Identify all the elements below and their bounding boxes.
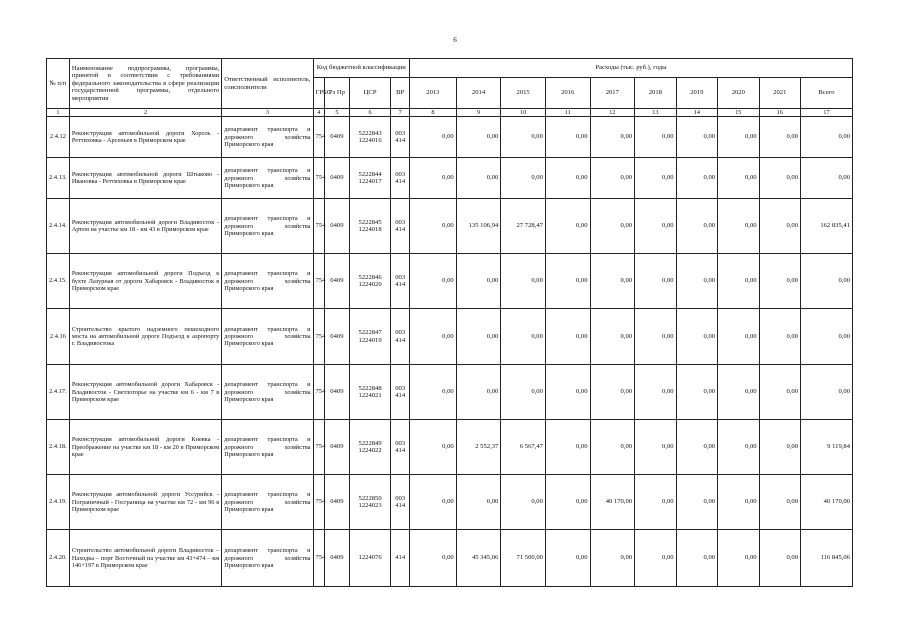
- row-responsible: департамент транспорта и дорожного хозяйства Приморского края: [222, 158, 313, 199]
- row-year-value: 0,00: [545, 158, 590, 199]
- row-year-value: 0,00: [501, 254, 546, 309]
- row-grbs: 754: [313, 530, 324, 587]
- row-vr: [391, 530, 410, 587]
- row-total: 0,00: [801, 158, 853, 199]
- row-year-value: 0,00: [718, 199, 759, 254]
- row-vr: [391, 309, 410, 365]
- col-index: 1: [47, 109, 70, 117]
- col-index: 3: [222, 109, 313, 117]
- csr-code: 5222846: [358, 273, 382, 281]
- col-index: 12: [590, 109, 635, 117]
- row-year-value: 0,00: [545, 199, 590, 254]
- row-year-value: 0,00: [456, 309, 501, 365]
- row-year-value: 0,00: [410, 420, 457, 475]
- row-vr: [391, 254, 410, 309]
- csr-code: 5222843: [358, 129, 382, 137]
- row-year-value: 0,00: [718, 158, 759, 199]
- row-grbs: 754: [313, 254, 324, 309]
- csr-code: 5222844: [358, 170, 382, 178]
- row-csr: [349, 365, 390, 420]
- table-row: [47, 117, 853, 158]
- col-index: 11: [545, 109, 590, 117]
- row-year-value: 0,00: [635, 199, 676, 254]
- row-year-value: 0,00: [545, 365, 590, 420]
- csr-code: 5222847: [358, 329, 382, 337]
- row-year-value: 0,00: [501, 158, 546, 199]
- header-rzpr: Рз Пр: [324, 78, 349, 109]
- row-year-value: 0,00: [410, 117, 457, 158]
- header-year: 2018: [635, 78, 676, 109]
- col-index: 2: [69, 109, 221, 117]
- csr-code: 5222849: [358, 439, 382, 447]
- row-name: Реконструкция автомобильной дороги Штыково - Ивановка - Реттиховка в Приморском крае: [69, 158, 221, 199]
- vr-code: 414: [395, 137, 406, 145]
- header-year: 2019: [676, 78, 717, 109]
- row-year-value: 0,00: [590, 199, 635, 254]
- row-year-value: 0,00: [635, 117, 676, 158]
- row-grbs: 754: [313, 475, 324, 530]
- row-csr: [349, 117, 390, 158]
- col-index: 7: [391, 109, 410, 117]
- csr-code: 5222850: [358, 494, 382, 502]
- row-rzpr: 0409: [324, 475, 349, 530]
- row-number: 2.4.15.: [47, 254, 70, 309]
- row-total: 0,00: [801, 254, 853, 309]
- row-year-value: 0,00: [759, 254, 800, 309]
- row-year-value: 0,00: [759, 117, 800, 158]
- header-row-1: [47, 59, 853, 78]
- table-row: [47, 158, 853, 199]
- row-year-value: 0,00: [759, 158, 800, 199]
- vr-code: 003: [395, 384, 406, 392]
- row-responsible: департамент транспорта и дорожного хозяйства Приморского края: [222, 309, 313, 365]
- row-year-value: 0,00: [718, 254, 759, 309]
- row-grbs: 754: [313, 158, 324, 199]
- row-year-value: 0,00: [545, 420, 590, 475]
- row-year-value: 0,00: [545, 117, 590, 158]
- row-grbs: 754: [313, 365, 324, 420]
- col-index: 14: [676, 109, 717, 117]
- row-year-value: 0,00: [676, 117, 717, 158]
- row-year-value: 0,00: [501, 365, 546, 420]
- row-year-value: 0,00: [718, 420, 759, 475]
- row-year-value: 0,00: [501, 117, 546, 158]
- csr-code: 1224017: [358, 178, 382, 186]
- row-rzpr: 0409: [324, 254, 349, 309]
- row-year-value: 0,00: [676, 309, 717, 365]
- row-number: 2.4.17.: [47, 365, 70, 420]
- row-number: 2.4.14.: [47, 199, 70, 254]
- row-year-value: 0,00: [590, 530, 635, 587]
- row-rzpr: 0409: [324, 420, 349, 475]
- row-year-value: 0,00: [635, 158, 676, 199]
- col-index: 6: [349, 109, 390, 117]
- header-expenses: Расходы (тыс. руб.), годы: [410, 59, 853, 78]
- row-name: Реконструкция автомобильной дороги Хороль - Реттиховка - Арсеньев в Приморском крае: [69, 117, 221, 158]
- row-year-value: 0,00: [545, 475, 590, 530]
- row-year-value: 0,00: [410, 309, 457, 365]
- row-number: 2.4.18.: [47, 420, 70, 475]
- col-index: 8: [410, 109, 457, 117]
- row-year-value: 0,00: [635, 475, 676, 530]
- col-index: 4: [313, 109, 324, 117]
- header-grbs: ГРБС: [313, 78, 324, 109]
- row-number: 2.4.12: [47, 117, 70, 158]
- vr-code: 414: [395, 336, 406, 344]
- row-responsible: департамент транспорта и дорожного хозяйства Приморского края: [222, 420, 313, 475]
- table-row: [47, 254, 853, 309]
- vr-code: 414: [395, 392, 406, 400]
- csr-code: 1224022: [358, 447, 382, 455]
- row-number: 2.4.19.: [47, 475, 70, 530]
- csr-code: 1224018: [358, 226, 382, 234]
- csr-code: 1224019: [358, 336, 382, 344]
- col-index: 9: [456, 109, 501, 117]
- header-total: Всего: [801, 78, 853, 109]
- vr-code: 003: [395, 273, 406, 281]
- row-year-value: 0,00: [410, 530, 457, 587]
- csr-code: 5222845: [358, 218, 382, 226]
- row-grbs: 754: [313, 117, 324, 158]
- vr-code: 414: [395, 178, 406, 186]
- row-rzpr: 0409: [324, 309, 349, 365]
- row-vr: [391, 475, 410, 530]
- page-number: 6: [453, 36, 457, 44]
- col-index: 16: [759, 109, 800, 117]
- row-vr: [391, 420, 410, 475]
- row-grbs: 754: [313, 199, 324, 254]
- row-year-value: 0,00: [590, 365, 635, 420]
- table-row: [47, 420, 853, 475]
- header-year: 2015: [501, 78, 546, 109]
- header-year: 2014: [456, 78, 501, 109]
- row-year-value: 0,00: [545, 309, 590, 365]
- header-year: 2021: [759, 78, 800, 109]
- vr-code: 414: [395, 447, 406, 455]
- csr-code: 1224020: [358, 281, 382, 289]
- header-responsible: Ответственный исполнитель, соисполнители: [222, 59, 313, 109]
- row-name: Реконструкция автомобильной дороги Кневка - Преображение на участке км 18 - км 20 в Приморском крае: [69, 420, 221, 475]
- row-year-value: 0,00: [410, 199, 457, 254]
- row-year-value: 0,00: [501, 309, 546, 365]
- header-name: Наименование подпрограммы, программы, принятой в соответствии с требованиями федерального законодательства в сфере реализации государственной программы, отдельного мероприятия: [69, 59, 221, 109]
- csr-code: 1224023: [358, 502, 382, 510]
- row-year-value: 0,00: [456, 475, 501, 530]
- row-year-value: 40 170,00: [590, 475, 635, 530]
- row-number: 2.4.16: [47, 309, 70, 365]
- row-year-value: 0,00: [456, 254, 501, 309]
- row-total: 162 835,41: [801, 199, 853, 254]
- row-vr: [391, 117, 410, 158]
- col-index: 13: [635, 109, 676, 117]
- row-name: Реконструкция автомобильной дороги Уссурийск - Пограничный - Госграница на участке км 72 - км 96 в Приморском крае: [69, 475, 221, 530]
- row-year-value: 71 500,00: [501, 530, 546, 587]
- row-year-value: 6 567,47: [501, 420, 546, 475]
- row-year-value: 0,00: [635, 254, 676, 309]
- row-year-value: 0,00: [676, 420, 717, 475]
- row-responsible: департамент транспорта и дорожного хозяйства Приморского края: [222, 475, 313, 530]
- row-year-value: 0,00: [718, 475, 759, 530]
- vr-code: 414: [395, 281, 406, 289]
- header-year: 2020: [718, 78, 759, 109]
- vr-code: 003: [395, 439, 406, 447]
- row-csr: [349, 199, 390, 254]
- row-year-value: 0,00: [759, 309, 800, 365]
- row-name: Реконструкция автомобильной дороги Подъезд к бухте Лазурная от дороги Хабаровск - Владивосток в Приморском крае: [69, 254, 221, 309]
- csr-code: 1224021: [358, 392, 382, 400]
- table-row: [47, 530, 853, 587]
- row-year-value: 0,00: [456, 158, 501, 199]
- row-year-value: 0,00: [590, 420, 635, 475]
- vr-code: 003: [395, 170, 406, 178]
- row-year-value: 0,00: [759, 475, 800, 530]
- row-year-value: 0,00: [676, 475, 717, 530]
- row-responsible: департамент транспорта и дорожного хозяйства Приморского края: [222, 365, 313, 420]
- row-total: 0,00: [801, 309, 853, 365]
- csr-code: 1224076: [358, 554, 382, 562]
- row-responsible: департамент транспорта и дорожного хозяйства Приморского края: [222, 254, 313, 309]
- row-year-value: 0,00: [590, 254, 635, 309]
- row-year-value: 0,00: [456, 365, 501, 420]
- row-rzpr: 0409: [324, 117, 349, 158]
- col-index: 15: [718, 109, 759, 117]
- header-budget-code: Код бюджетной классификации: [313, 59, 410, 78]
- row-number: 2.4.20.: [47, 530, 70, 587]
- row-year-value: 27 728,47: [501, 199, 546, 254]
- row-number: 2.4.13.: [47, 158, 70, 199]
- row-total: 40 170,00: [801, 475, 853, 530]
- row-year-value: 0,00: [718, 117, 759, 158]
- row-vr: [391, 158, 410, 199]
- row-responsible: департамент транспорта и дорожного хозяйства Приморского края: [222, 530, 313, 587]
- row-rzpr: 0409: [324, 199, 349, 254]
- row-year-value: 0,00: [759, 420, 800, 475]
- header-year: 2016: [545, 78, 590, 109]
- table-row: [47, 309, 853, 365]
- row-year-value: 0,00: [718, 365, 759, 420]
- row-year-value: 0,00: [718, 309, 759, 365]
- column-index-row: [47, 109, 853, 117]
- row-total: 9 119,84: [801, 420, 853, 475]
- vr-code: 003: [395, 129, 406, 137]
- row-csr: [349, 530, 390, 587]
- row-year-value: 0,00: [759, 530, 800, 587]
- row-responsible: департамент транспорта и дорожного хозяйства Приморского края: [222, 117, 313, 158]
- row-total: 0,00: [801, 117, 853, 158]
- row-year-value: 0,00: [676, 199, 717, 254]
- row-year-value: 0,00: [545, 530, 590, 587]
- row-year-value: 0,00: [635, 420, 676, 475]
- row-rzpr: 0409: [324, 530, 349, 587]
- row-year-value: 0,00: [676, 365, 717, 420]
- row-year-value: 0,00: [676, 254, 717, 309]
- row-year-value: 0,00: [759, 365, 800, 420]
- table-row: [47, 475, 853, 530]
- row-vr: [391, 365, 410, 420]
- row-year-value: 0,00: [590, 158, 635, 199]
- vr-code: 414: [395, 226, 406, 234]
- row-rzpr: 0409: [324, 158, 349, 199]
- col-index: 10: [501, 109, 546, 117]
- row-year-value: 2 552,37: [456, 420, 501, 475]
- row-year-value: 0,00: [456, 117, 501, 158]
- budget-table: [46, 58, 853, 587]
- row-responsible: департамент транспорта и дорожного хозяйства Приморского края: [222, 199, 313, 254]
- table-row: [47, 199, 853, 254]
- vr-code: 003: [395, 329, 406, 337]
- row-name: Строительство крытого надземного пешеходного моста на автомобильной дороге Подъезд к аэропорту г. Владивостока: [69, 309, 221, 365]
- row-year-value: 0,00: [759, 199, 800, 254]
- header-year: 2013: [410, 78, 457, 109]
- row-year-value: 0,00: [410, 475, 457, 530]
- row-vr: [391, 199, 410, 254]
- row-year-value: 0,00: [545, 254, 590, 309]
- row-year-value: 0,00: [410, 254, 457, 309]
- row-name: Реконструкция автомобильной дороги Хабаровск - Владивосток - Светлогорье на участке км 6 - км 7 в Приморском крае: [69, 365, 221, 420]
- row-year-value: 0,00: [676, 530, 717, 587]
- row-year-value: 45 345,06: [456, 530, 501, 587]
- vr-code: 414: [395, 554, 406, 562]
- vr-code: 003: [395, 218, 406, 226]
- header-csr: ЦСР: [349, 78, 390, 109]
- row-year-value: 0,00: [635, 365, 676, 420]
- row-csr: [349, 254, 390, 309]
- row-year-value: 135 106,94: [456, 199, 501, 254]
- row-csr: [349, 475, 390, 530]
- header-num: № п/п: [47, 59, 70, 109]
- row-year-value: 0,00: [676, 158, 717, 199]
- col-index: 17: [801, 109, 853, 117]
- csr-code: 1224016: [358, 137, 382, 145]
- row-grbs: 754: [313, 420, 324, 475]
- vr-code: 414: [395, 502, 406, 510]
- row-name: Строительство автомобильной дороги Владивосток – Находка – порт Восточный на участке км 43+474 – км 146+197 в Приморском крае: [69, 530, 221, 587]
- col-index: 5: [324, 109, 349, 117]
- row-total: 116 845,06: [801, 530, 853, 587]
- row-year-value: 0,00: [590, 309, 635, 365]
- header-vr: ВР: [391, 78, 410, 109]
- row-total: 0,00: [801, 365, 853, 420]
- row-year-value: 0,00: [590, 117, 635, 158]
- row-year-value: 0,00: [718, 530, 759, 587]
- vr-code: 003: [395, 494, 406, 502]
- row-csr: [349, 420, 390, 475]
- row-grbs: 754: [313, 309, 324, 365]
- row-year-value: 0,00: [410, 158, 457, 199]
- row-year-value: 0,00: [410, 365, 457, 420]
- row-rzpr: 0409: [324, 365, 349, 420]
- row-name: Реконструкция автомобильной дороги Владивосток - Артем на участке км 18 - км 43 в Приморском крае: [69, 199, 221, 254]
- row-year-value: 0,00: [635, 309, 676, 365]
- table-row: [47, 365, 853, 420]
- row-csr: [349, 309, 390, 365]
- csr-code: 5222848: [358, 384, 382, 392]
- row-year-value: 0,00: [635, 530, 676, 587]
- header-year: 2017: [590, 78, 635, 109]
- row-csr: [349, 158, 390, 199]
- row-year-value: 0,00: [501, 475, 546, 530]
